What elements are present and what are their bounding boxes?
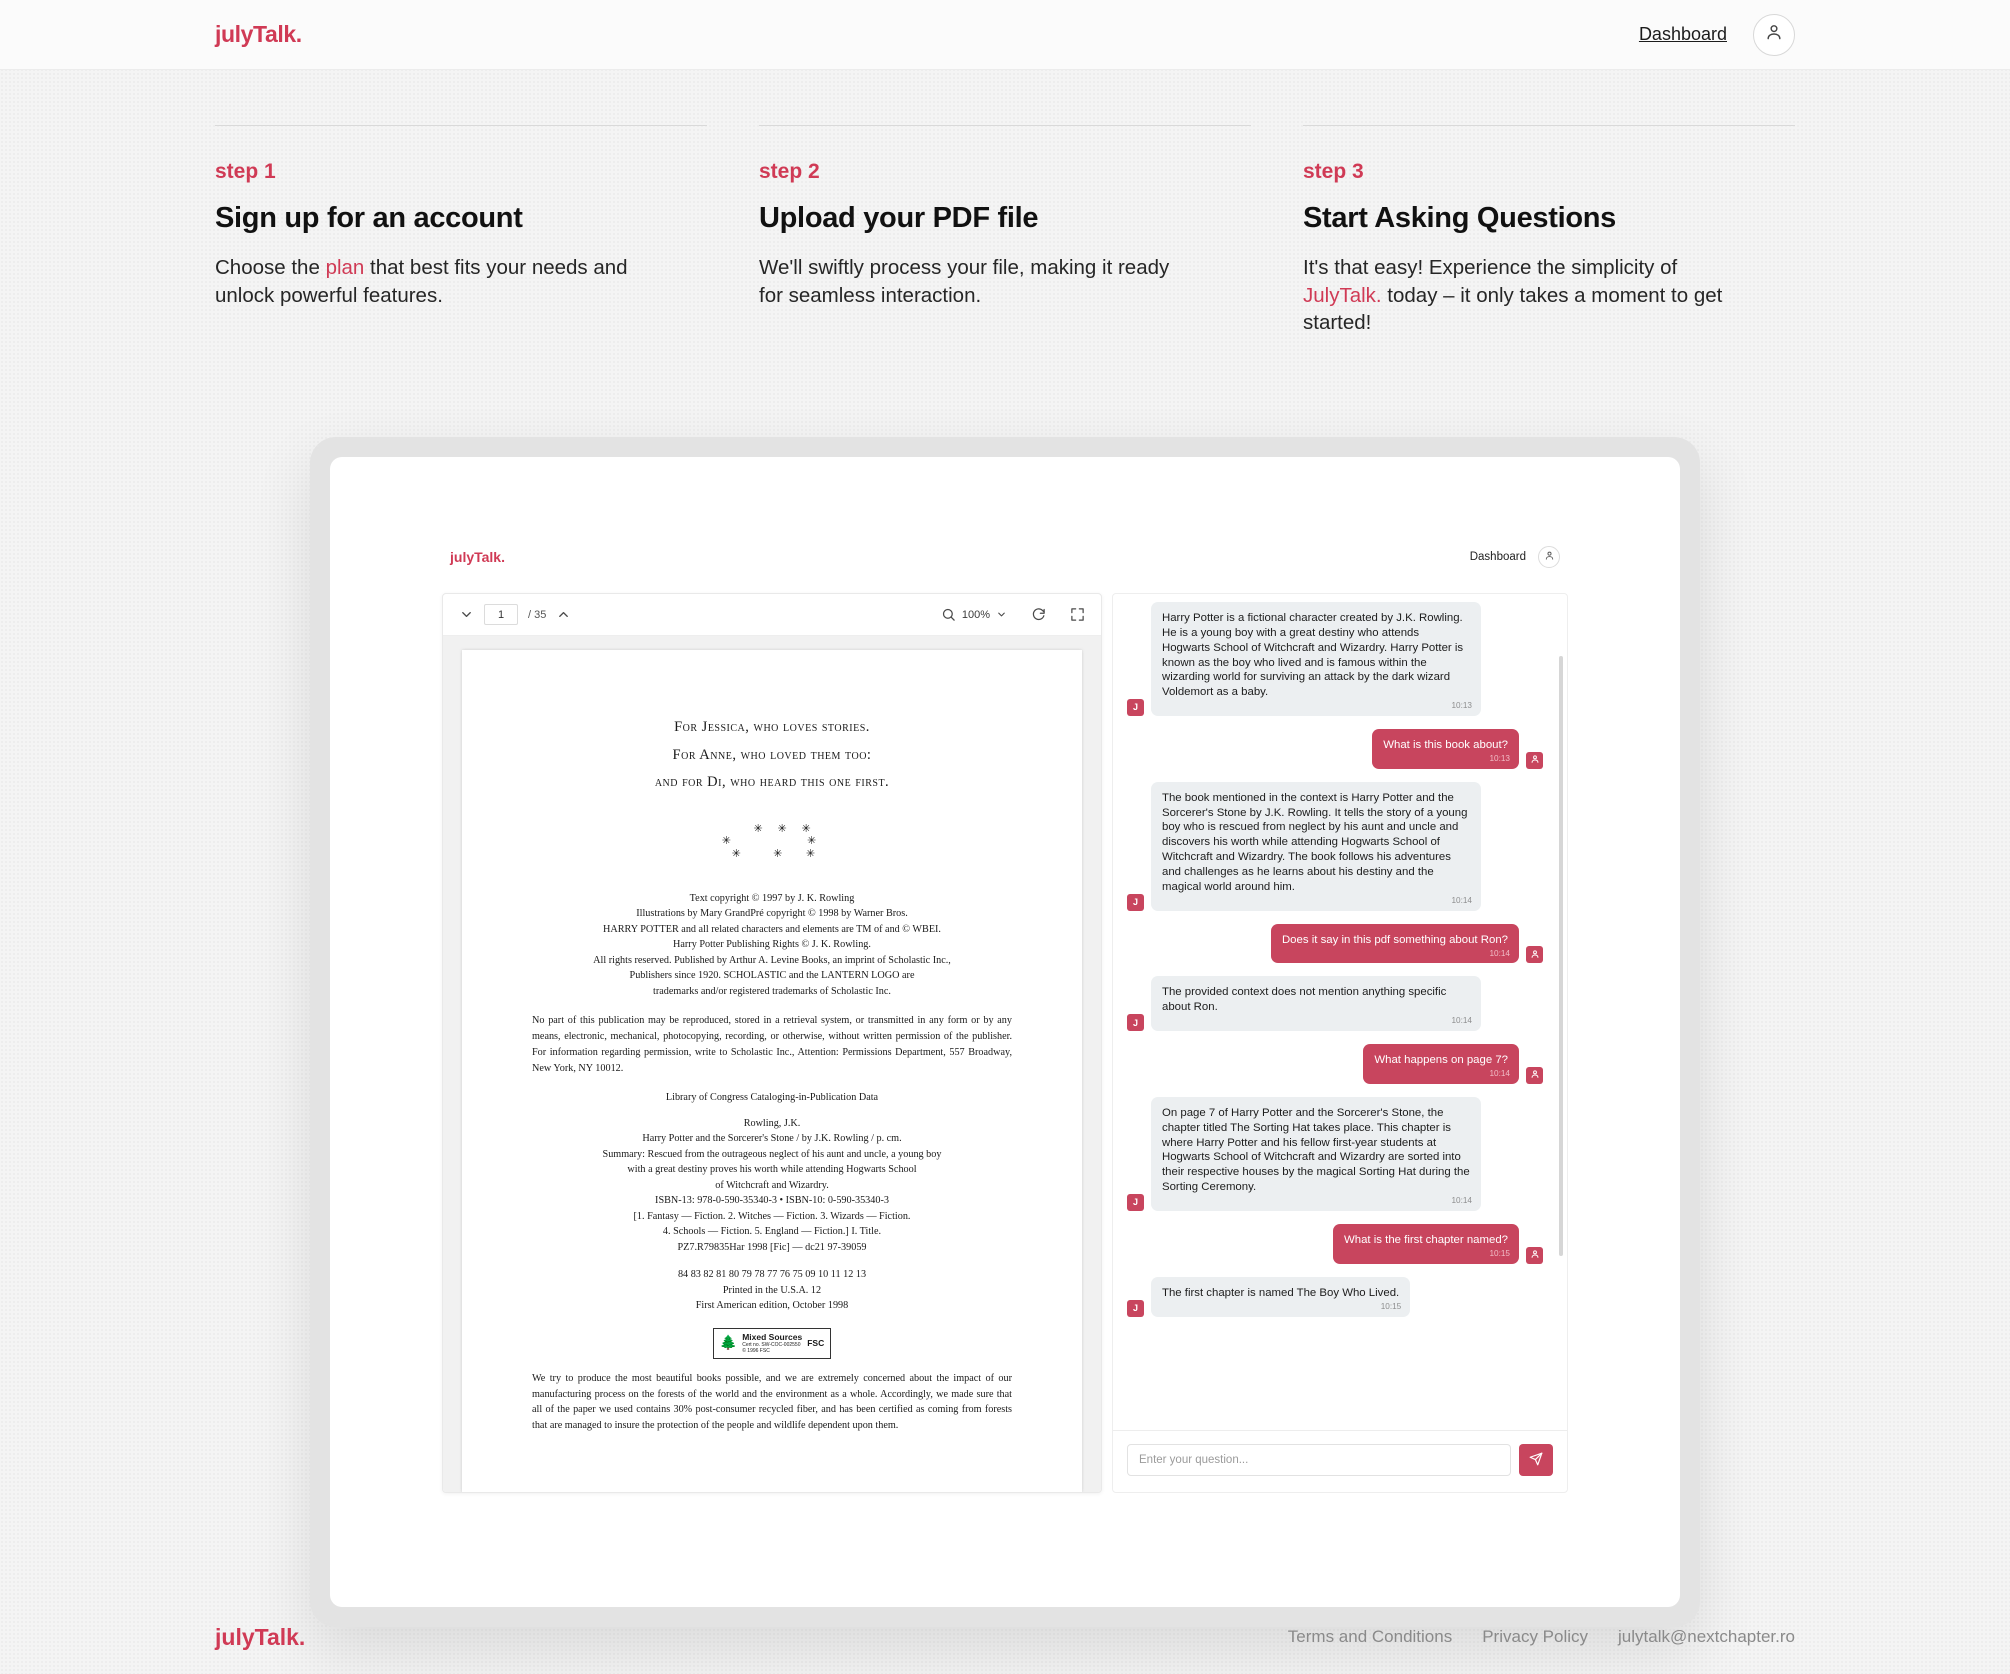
step-title: Upload your PDF file [759, 202, 1039, 234]
send-icon [1529, 1452, 1543, 1469]
app-nav-link-dashboard[interactable]: Dashboard [1469, 551, 1526, 564]
magnifier-icon [941, 607, 956, 622]
chat-message-bot [1127, 1277, 1543, 1317]
message-timestamp: 10:14 [1451, 1196, 1472, 1206]
message-timestamp: 10:14 [1489, 948, 1510, 958]
footer-brand-logo[interactable]: julyTalk. [215, 1623, 306, 1650]
message-text: Harry Potter is a fictional character created by J.K. Rowling. He is a young boy with a great destiny who attends Hogwarts School of Witchcraft and Wizardry. Harry Potter is known as the boy who lived and is famous within the wizarding world for surviving an attack by the dark wizard Voldemort as a baby. [1162, 612, 1464, 699]
bot-avatar: J [1127, 1300, 1144, 1317]
chat-message-bot [1127, 976, 1543, 1031]
message-bubble [1151, 976, 1481, 1031]
step-title: Sign up for an account [215, 202, 523, 234]
fullscreen-icon[interactable] [1070, 607, 1085, 622]
pdf-green-note: We try to produce the most beautiful books possible, and we are extremely concerned about the impact of our manufacturing process on the forests of the world and the environment as a whole. Accordingly, we made sure that all of the paper we used contains 30% post-consumer recycled fiber, and has been certified as coming from forests that are managed to insure the protection of the people and wildlife dependent upon them. [532, 1372, 1012, 1432]
top-navbar [0, 0, 2010, 70]
chat-scrollbar[interactable] [1559, 656, 1563, 1256]
chat-input-bar [1113, 1430, 1567, 1492]
bot-avatar: J [1127, 894, 1144, 911]
user-icon [1544, 548, 1555, 566]
chevron-up-icon[interactable] [556, 607, 571, 622]
message-bubble [1271, 924, 1519, 964]
step-body [215, 254, 645, 309]
message-bubble [1363, 1044, 1519, 1084]
user-icon [1530, 949, 1540, 961]
brand-logo[interactable]: julyTalk. [215, 21, 302, 47]
chat-message-user [1127, 924, 1543, 964]
app-brand-logo[interactable]: julyTalk. [450, 549, 505, 566]
fsc-text [742, 1332, 802, 1355]
message-timestamp: 10:14 [1489, 1069, 1510, 1079]
pdf-page-content [462, 650, 1082, 1492]
user-icon [1764, 22, 1784, 47]
step-label: step 3 [1303, 160, 1364, 183]
cip-line: [1. Fantasy — Fiction. 2. Witches — Fiction. 3. Wizards — Fiction. [633, 1210, 911, 1222]
pdf-viewer-pane [442, 593, 1102, 1493]
step-label: step 2 [759, 160, 820, 183]
chat-message-user [1127, 1224, 1543, 1264]
page-footer [0, 1600, 2010, 1674]
pdf-cip-heading: Library of Congress Cataloging-in-Publication Data [665, 1092, 879, 1104]
message-timestamp: 10:15 [1489, 1249, 1510, 1259]
user-icon [1530, 754, 1540, 766]
printing-line: First American edition, October 1998 [695, 1300, 849, 1312]
step-card-2 [759, 125, 1251, 337]
message-text: What is this book about? [1383, 738, 1508, 751]
step-body-before: We'll swiftly process your file, making it ready for seamless interaction. [759, 256, 1170, 307]
copyright-line: Harry Potter Publishing Rights © J. K. Rowling. [673, 939, 871, 951]
copyright-line: Text copyright © 1997 by J. K. Rowling [689, 892, 855, 904]
chevron-down-icon[interactable] [459, 607, 474, 622]
message-bubble [1151, 602, 1481, 716]
message-timestamp: 10:13 [1489, 754, 1510, 764]
copyright-line: HARRY POTTER and all related characters and elements are TM of and © WBEI. [603, 923, 941, 935]
pdf-copyright-block [532, 891, 1012, 1000]
chat-message-user [1127, 1044, 1543, 1084]
copyright-line: All rights reserved. Published by Arthur A. Levine Books, an imprint of Scholastic Inc., [593, 954, 951, 966]
bot-avatar: J [1127, 699, 1144, 716]
chat-message-user [1127, 729, 1543, 769]
printing-line: 84 83 82 81 80 79 78 77 76 75 09 10 11 12 13 [677, 1269, 867, 1281]
fsc-line3: © 1996 FSC [742, 1348, 770, 1355]
copyright-line: Illustrations by Mary GrandPré copyright © 1998 by Warner Bros. [636, 908, 908, 920]
pdf-toolbar [443, 594, 1101, 636]
user-avatar [1526, 752, 1543, 769]
cip-line: PZ7.R79835Har 1998 [Fic] — dc21 97-39059 [677, 1241, 867, 1253]
steps-section [0, 70, 2010, 337]
step-body-after: that best fits your needs and unlock powerful features. [215, 256, 628, 307]
copyright-line: Publishers since 1920. SCHOLASTIC and the LANTERN LOGO are [629, 970, 915, 982]
dedication-line: For Jessica, who loves stories. [674, 719, 870, 736]
chat-pane [1112, 593, 1568, 1493]
step-body-after: today – it only takes a moment to get started! [1303, 283, 1723, 335]
cip-line: Rowling, J.K. [743, 1117, 801, 1129]
cip-line: 4. Schools — Fiction. 5. England — Fiction.] I. Title. [662, 1226, 882, 1238]
step-card-3 [1303, 125, 1795, 337]
step-body-accent: JulyTalk. [1303, 283, 1382, 307]
message-bubble [1151, 782, 1481, 911]
cip-line: of Witchcraft and Wizardry. [715, 1179, 829, 1191]
message-text: The book mentioned in the context is Harry Potter and the Sorcerer's Stone by J.K. Rowling. It tells the story of a young boy who is rescued from neglect by his aunt and uncle and discovers his worth while attending Hogwarts School of Witchcraft and Wizardry. The book follows his adventures and challenges as he learns about his destiny and the magical world around him. [1162, 791, 1468, 893]
message-text: The provided context does not mention anything specific about Ron. [1162, 986, 1447, 1014]
fsc-logo-text: FSC [807, 1338, 825, 1349]
pdf-page-total: / 35 [528, 608, 547, 621]
account-avatar-button[interactable] [1753, 14, 1795, 56]
pdf-permissions-text: No part of this publication may be reproduced, stored in a retrieval system, or transmitted in any form or by any means, electronic, mechanical, photocopying, recording, or otherwise, without written permission of the publisher. For information regarding permission, write to Scholastic Inc., Attention: Permissions Department, 557 Broadway, New York, NY 10012. [532, 1015, 1012, 1074]
bot-avatar: J [1127, 1194, 1144, 1211]
star-ornament: ✳ ✳ ✳ ✳ ✳ ✳ ✳ ✳ [721, 822, 823, 860]
user-avatar [1526, 1067, 1543, 1084]
navbar-right [1639, 14, 1955, 56]
step-body-before: Choose the [215, 256, 326, 279]
app-navbar-right [1470, 546, 1560, 568]
tree-icon: 🌲 [719, 1335, 738, 1351]
footer-link-terms[interactable]: Terms and Conditions [1287, 1627, 1453, 1646]
message-bubble [1333, 1224, 1519, 1264]
chat-message-bot [1127, 782, 1543, 911]
pdf-printing-block [532, 1267, 1012, 1314]
fsc-line2: Cert no. SW-COC-002550 [742, 1341, 801, 1348]
step-title: Start Asking Questions [1303, 202, 1616, 234]
message-bubble [1151, 1097, 1481, 1211]
pdf-dedication [532, 714, 1012, 797]
step-body-before: It's that easy! Experience the simplicity of [1303, 256, 1678, 279]
printing-line: Printed in the U.S.A. 12 [722, 1284, 822, 1296]
message-timestamp: 10:15 [1380, 1301, 1402, 1311]
fsc-line1: Mixed Sources [742, 1331, 803, 1342]
step-body [759, 254, 1189, 309]
nav-link-dashboard[interactable]: Dashboard [1638, 24, 1727, 44]
cip-line: ISBN-13: 978-0-590-35340-3 • ISBN-10: 0-590-35340-3 [655, 1195, 889, 1207]
step-body-accent[interactable]: plan [325, 256, 365, 279]
user-icon [1530, 1249, 1540, 1261]
step-card-1 [215, 125, 707, 337]
laptop-frame [310, 437, 1700, 1627]
app-navbar [330, 529, 1680, 585]
chat-message-bot [1127, 602, 1543, 716]
message-text: Does it say in this pdf something about Ron? [1281, 933, 1508, 946]
message-timestamp: 10:14 [1451, 1016, 1472, 1026]
dedication-line: For Anne, who loved them too: [672, 746, 872, 763]
product-mockup [0, 437, 2010, 1627]
send-message-button[interactable] [1519, 1444, 1553, 1476]
pdf-zoom-value: 100% [961, 608, 990, 621]
dedication-line: and for Di, who heard this one first. [654, 774, 890, 791]
chat-question-input[interactable] [1127, 1444, 1511, 1476]
chat-message-list[interactable] [1113, 594, 1567, 1430]
user-icon [1530, 1069, 1540, 1081]
cip-line: with a great destiny proves his worth while attending Hogwarts School [627, 1164, 917, 1176]
message-bubble [1151, 1277, 1410, 1317]
pdf-zoom-control[interactable] [941, 607, 1007, 622]
chevron-down-icon[interactable] [996, 609, 1007, 620]
bot-avatar: J [1127, 1014, 1144, 1031]
fsc-certification-logo [532, 1328, 1012, 1359]
chat-message-bot [1127, 1097, 1543, 1211]
pdf-cip-block [532, 1116, 1012, 1256]
step-label: step 1 [215, 160, 276, 183]
message-text: The first chapter is named The Boy Who Lived. [1162, 1286, 1400, 1299]
pdf-page-input[interactable] [484, 604, 518, 625]
footer-link-email[interactable]: julytalk@nextchapter.ro [1618, 1627, 1795, 1646]
message-text: What is the first chapter named? [1344, 1233, 1508, 1246]
message-timestamp: 10:14 [1451, 895, 1472, 905]
footer-links [1288, 1627, 1795, 1647]
copyright-line: trademarks and/or registered trademarks of Scholastic Inc. [653, 985, 891, 997]
app-account-avatar-button[interactable] [1538, 546, 1560, 568]
cip-line: Harry Potter and the Sorcerer's Stone / by J.K. Rowling / p. cm. [642, 1133, 902, 1145]
message-timestamp: 10:13 [1451, 701, 1472, 711]
user-avatar [1526, 1247, 1543, 1264]
message-bubble [1372, 729, 1519, 769]
message-text: On page 7 of Harry Potter and the Sorcerer's Stone, the chapter titled The Sorting Hat takes place. This chapter is where Harry Potter and his fellow first-year students at Hogwarts School of Witchcraft and Wizardry are sorted into their respective houses by the magical Sorting Hat during the Sorting Ceremony. [1162, 1106, 1470, 1194]
cip-line: Summary: Rescued from the outrageous neglect of his aunt and uncle, a young boy [602, 1148, 942, 1160]
step-body [1303, 254, 1733, 337]
footer-link-privacy[interactable]: Privacy Policy [1482, 1627, 1589, 1646]
user-avatar [1526, 946, 1543, 963]
pdf-page-canvas[interactable] [443, 636, 1101, 1492]
laptop-screen [330, 457, 1680, 1607]
message-text: What happens on page 7? [1374, 1054, 1508, 1067]
app-body [442, 593, 1568, 1493]
fsc-box [713, 1328, 831, 1359]
rotate-icon[interactable] [1031, 607, 1046, 622]
